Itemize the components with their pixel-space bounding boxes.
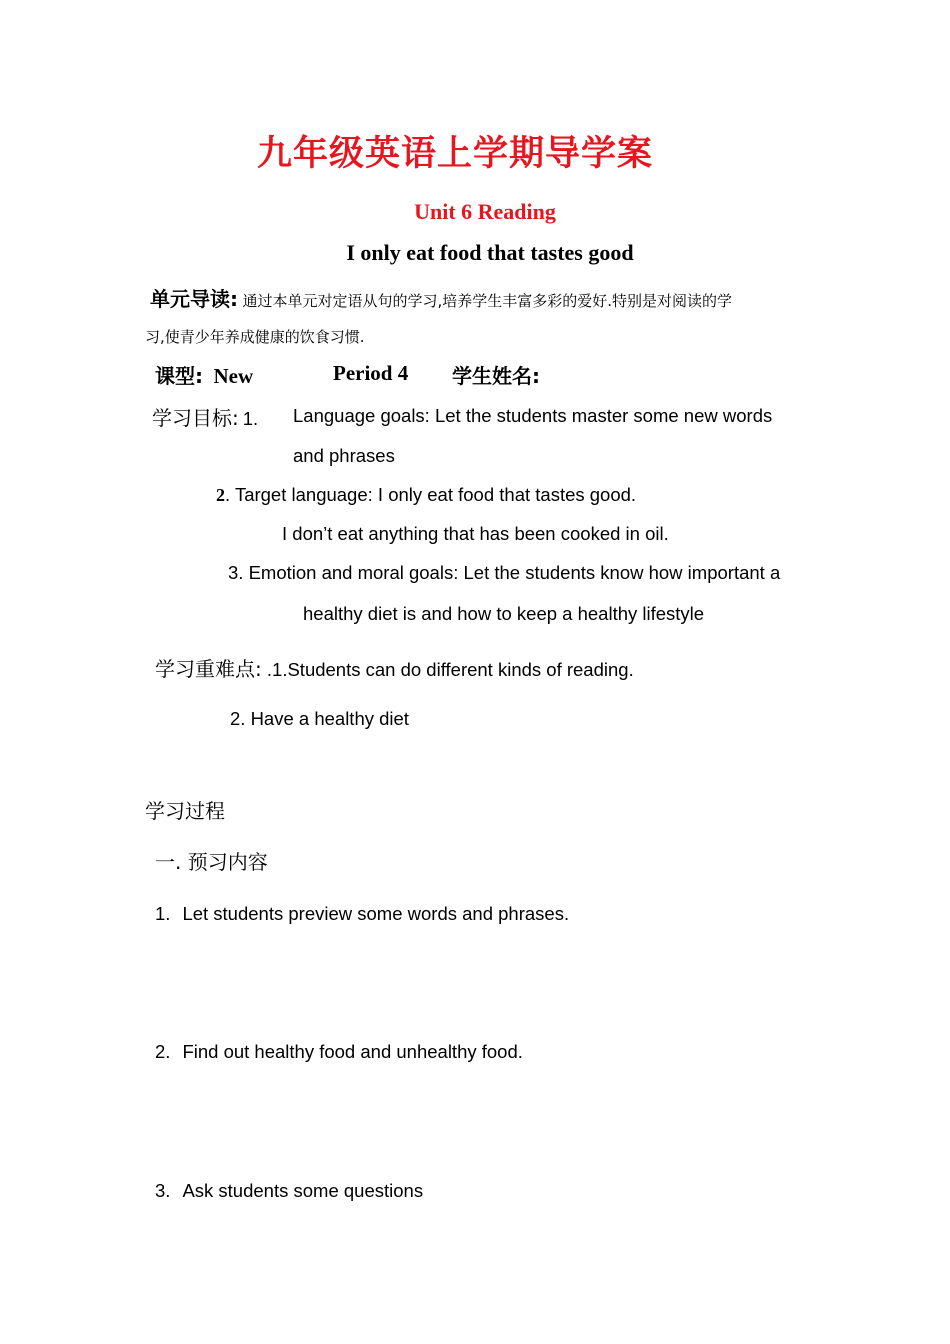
key-point-1: .1.Students can do different kinds of reading. [261,659,634,680]
goals-label: 学习目标: [152,406,239,430]
page-title: 九年级英语上学期导学案 [256,134,653,174]
goal-2-text: . Target language: I only eat food that tastes good. [225,484,637,505]
goal-3-line-1: 3. Emotion and moral goals: Let the students know how important a [228,562,781,583]
period-label: Period 4 [333,361,409,385]
list-item [155,1041,523,1063]
process-heading: 学习过程 [145,799,225,823]
intro-label: 单元导读: [150,287,238,311]
type-label: 课型: [155,364,203,388]
intro-text-1: 通过本单元对定语从句的学习,培养学生丰富多彩的爱好.特别是对阅读的学 [242,292,732,310]
key-points-line-1 [155,653,634,682]
list-item-number: 3. [155,1180,171,1201]
goal-1-text-2: and phrases [293,445,395,466]
goal-3-line-2: healthy diet is and how to keep a healthy lifestyle [303,603,705,624]
goal-1-number: 1. [242,408,259,429]
info-row [155,360,253,389]
intro-line-1 [150,283,732,312]
lesson-subtitle: I only eat food that tastes good [346,240,634,265]
type-value: New [213,364,254,388]
goal-2-line-2: I don’t eat anything that has been cooked in oil. [282,523,669,544]
list-item [155,903,569,925]
goal-1-text: Language goals: Let the students master some new words [293,405,773,426]
list-item-text: Find out healthy food and unhealthy food. [182,1041,523,1062]
section-preview-heading: 一. 预习内容 [155,850,268,874]
list-item-text: Ask students some questions [182,1180,424,1201]
list-item-number: 1. [155,903,171,924]
key-points-label: 学习重难点: [155,657,262,681]
unit-heading: Unit 6 Reading [414,199,556,224]
intro-text-2: 习,使青少年养成健康的饮食习惯. [145,328,365,346]
list-item [155,1180,423,1202]
list-item-text: Let students preview some words and phrases. [182,903,570,924]
goal-2 [216,484,636,506]
key-point-2: 2. Have a healthy diet [230,708,409,729]
list-item-number: 2. [155,1041,171,1062]
student-name-label: 学生姓名: [452,364,540,388]
goal-2-number: 2 [216,485,225,505]
